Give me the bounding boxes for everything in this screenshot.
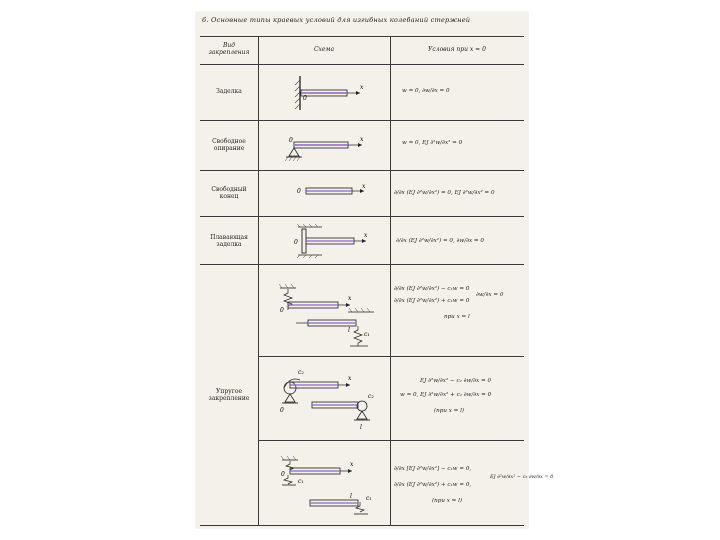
origin-label: 0	[303, 95, 307, 102]
elastic-combined-scheme-diagram	[280, 456, 384, 520]
grid-line	[200, 264, 524, 265]
formula-clamped: w = 0, ∂w/∂x = 0	[402, 88, 450, 94]
table-caption: 6. Основные типы краевых условий для изгибных колебаний стержней	[202, 16, 471, 24]
row-label-elastic: Упругое закрепление	[208, 388, 250, 402]
svg-text:x: x	[362, 183, 366, 190]
header-conditions: Условия при x = 0	[428, 46, 486, 53]
formula-free-end: ∂/∂x (EJ ∂²w/∂x²) = 0, EJ ∂²w/∂x² = 0	[394, 190, 495, 196]
row-label-free-end: Свободный конец	[211, 186, 247, 200]
header-type: Вид закрепления	[208, 42, 250, 56]
simply-supported-scheme-diagram	[288, 126, 378, 166]
row-label-clamped: Заделка	[216, 88, 242, 95]
grid-line	[200, 64, 524, 65]
formula-elastic-1c: при x = l	[444, 314, 470, 320]
svg-text:x: x	[348, 295, 352, 302]
sliding-clamp-scheme-diagram	[292, 224, 376, 260]
elastic-rotational-scheme-diagram	[276, 366, 384, 436]
elastic-spring-scheme-diagram	[278, 284, 382, 350]
formula-elastic-1b: ∂/∂x (EJ ∂²w/∂x²) + c₁w = 0	[394, 298, 470, 304]
row-label-simply-supported: Свободное опирание	[212, 138, 246, 152]
formula-elastic-3c: (при x = l)	[432, 498, 463, 504]
grid-line	[200, 170, 524, 171]
formula-elastic-3-side: EJ ∂²w/∂x² − c₂ ∂w/∂x = 0	[490, 474, 554, 480]
svg-text:c₁: c₁	[364, 331, 370, 338]
svg-text:l: l	[360, 424, 362, 431]
x-axis-label: x	[360, 84, 364, 91]
formula-sliding-clamp: ∂/∂x (EJ ∂²w/∂x²) = 0, ∂w/∂x = 0	[396, 238, 484, 244]
svg-text:l: l	[350, 493, 352, 500]
grid-line	[200, 120, 524, 121]
grid-line	[200, 525, 524, 526]
formula-elastic-3b: ∂/∂x (EJ ∂²w/∂x²) + c₁w = 0,	[394, 482, 472, 488]
grid-line	[258, 36, 259, 526]
svg-text:x: x	[360, 136, 364, 143]
table-sheet	[196, 12, 554, 528]
grid-line	[258, 440, 524, 441]
formula-elastic-2a: EJ ∂²w/∂x² − c₂ ∂w/∂x = 0	[420, 378, 492, 384]
formula-elastic-2c: (при x = l)	[434, 408, 465, 414]
header-scheme: Схема	[313, 46, 335, 53]
svg-text:0: 0	[294, 239, 298, 246]
grid-line	[258, 356, 524, 357]
grid-line	[200, 36, 524, 37]
svg-text:x: x	[364, 232, 368, 239]
svg-text:c₁: c₁	[298, 478, 304, 485]
svg-text:c₂: c₂	[298, 369, 304, 376]
svg-text:0: 0	[280, 307, 284, 314]
boundary-conditions-table	[200, 36, 554, 526]
grid-line	[390, 36, 391, 526]
svg-text:c₂: c₂	[368, 393, 374, 400]
row-label-sliding-clamp: Плавающая заделка	[210, 234, 248, 248]
formula-elastic-1a: ∂/∂x (EJ ∂²w/∂x²) − c₁w = 0	[394, 286, 470, 292]
svg-text:0: 0	[289, 137, 293, 144]
formula-elastic-2b: w = 0, EJ ∂²w/∂x² + c₂ ∂w/∂x = 0	[400, 392, 492, 398]
svg-text:0: 0	[280, 407, 284, 414]
svg-text:l: l	[348, 327, 350, 334]
formula-elastic-3a: ∂/∂x [EJ ∂²w/∂x²] − c₁w = 0,	[394, 466, 472, 472]
svg-text:x: x	[348, 375, 352, 382]
formula-elastic-1-side: ∂w/∂x = 0	[476, 292, 504, 298]
svg-text:x: x	[350, 461, 354, 468]
svg-text:0: 0	[281, 471, 285, 478]
grid-line	[200, 216, 524, 217]
svg-text:0: 0	[297, 188, 301, 195]
svg-text:c₁: c₁	[366, 495, 372, 502]
formula-simply-supported: w = 0, EJ ∂²w/∂x² = 0	[402, 140, 463, 146]
clamped-scheme-diagram	[292, 74, 372, 114]
free-end-scheme-diagram	[296, 182, 376, 204]
